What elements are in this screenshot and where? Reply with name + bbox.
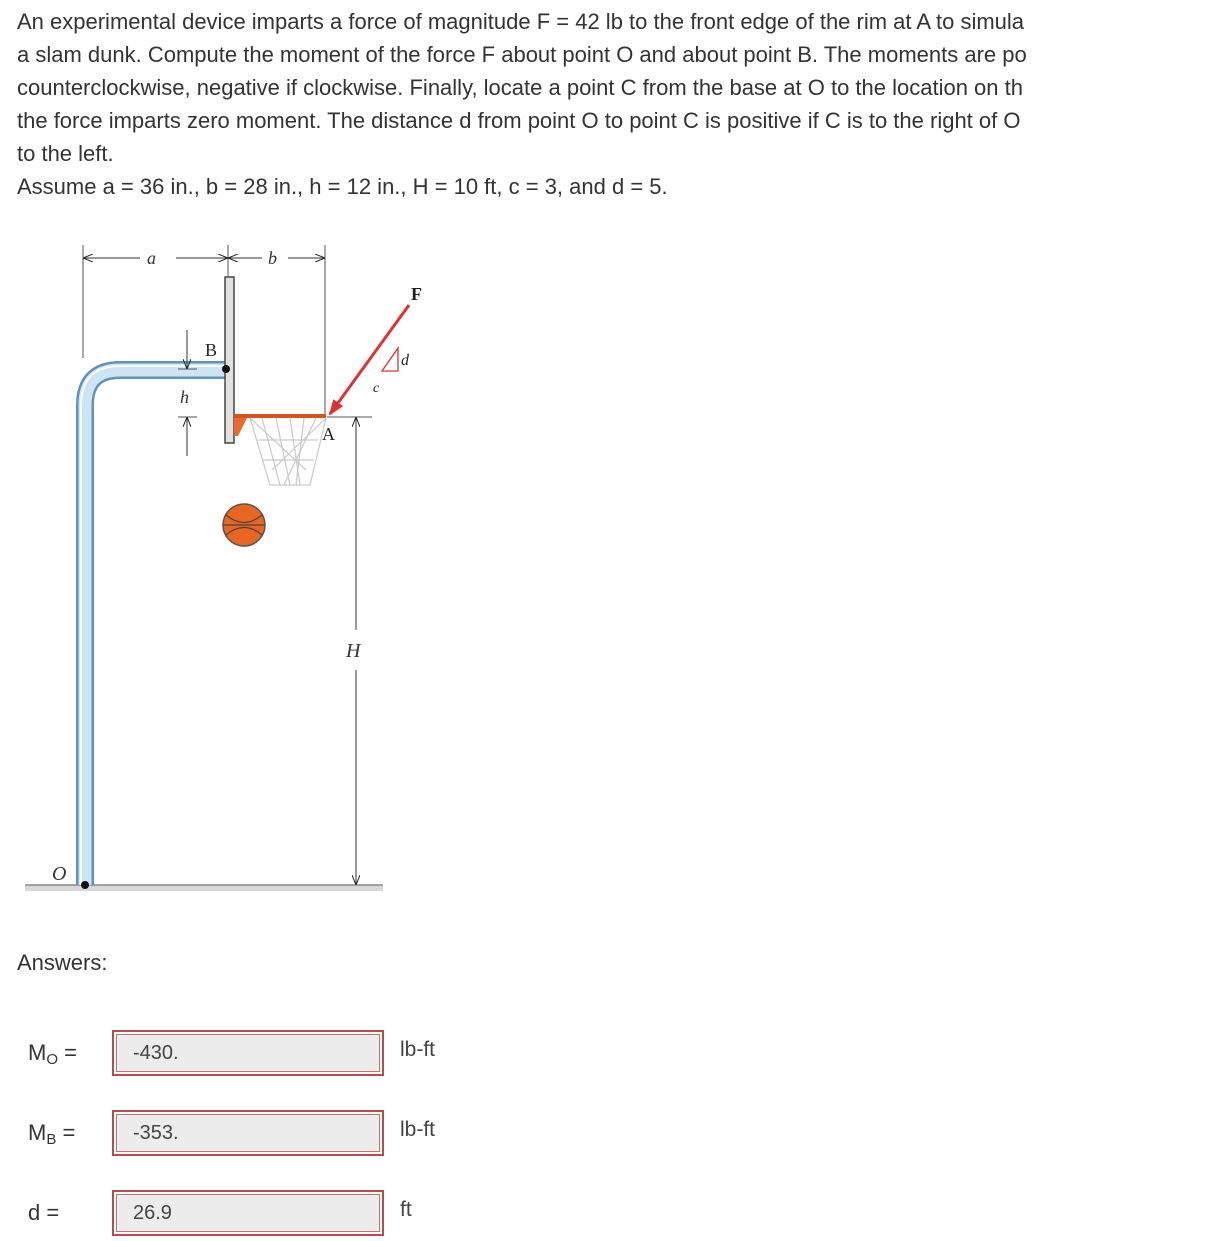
answer-label-mo: $M_O$ = bbox=[28, 1040, 77, 1068]
answer-input-mo[interactable] bbox=[112, 1030, 384, 1076]
problem-line-1: An experimental device imparts a force of magnitude F = 42 lb to the front edge of the rim at A to simula bbox=[17, 9, 1025, 34]
label-d-slope: d bbox=[401, 352, 409, 369]
answer-unit-mb: lb-ft bbox=[400, 1118, 436, 1141]
label-a-point: A bbox=[322, 424, 335, 444]
label-h: h bbox=[180, 387, 189, 407]
answer-input-d[interactable] bbox=[112, 1190, 384, 1236]
point-b-dot bbox=[222, 365, 230, 373]
backboard bbox=[225, 277, 234, 443]
net bbox=[250, 418, 326, 485]
answer-value-mb[interactable]: -353. bbox=[116, 1114, 380, 1152]
figure-svg bbox=[0, 230, 420, 920]
label-hh: H bbox=[346, 640, 361, 662]
answer-label-mb: $M_B$ = bbox=[28, 1120, 76, 1148]
label-a-dim: a bbox=[147, 248, 156, 268]
point-o-dot bbox=[81, 881, 89, 889]
problem-line-5: to the left. bbox=[17, 141, 114, 166]
answer-row-mo bbox=[0, 1030, 600, 1080]
problem-assumptions: Assume a = 36 in., b = 28 in., h = 12 in., H = 10 ft, c = 3, and d = 5. bbox=[17, 174, 668, 199]
answer-unit-mo: lb-ft bbox=[400, 1038, 436, 1061]
label-o: O bbox=[52, 863, 67, 885]
problem-line-4: the force imparts zero moment. The distance d from point O to point C is positive if C is to the right of O bbox=[17, 108, 1021, 133]
answer-value-mo[interactable]: -430. bbox=[116, 1034, 380, 1072]
answer-row-d bbox=[0, 1190, 600, 1240]
answers-heading: Answers: bbox=[17, 950, 108, 975]
answer-input-mb[interactable] bbox=[112, 1110, 384, 1156]
problem-statement bbox=[17, 5, 1217, 203]
pole bbox=[85, 370, 228, 885]
answer-value-d[interactable]: 26.9 bbox=[116, 1194, 380, 1232]
force-arrow bbox=[330, 305, 409, 414]
answer-unit-d: ft bbox=[400, 1198, 412, 1221]
label-f: F bbox=[411, 284, 422, 304]
answer-row-mb bbox=[0, 1110, 600, 1160]
label-c-slope: c bbox=[373, 381, 380, 396]
problem-line-3: counterclockwise, negative if clockwise. Finally, locate a point C from the base at O to the location on th bbox=[17, 75, 1023, 100]
problem-line-2: a slam dunk. Compute the moment of the force F about point O and about point B. The moments are po bbox=[17, 42, 1027, 67]
pole-outline bbox=[85, 370, 228, 885]
label-b-dim: b bbox=[268, 248, 277, 268]
rim-bracket bbox=[234, 416, 248, 436]
slope-triangle bbox=[382, 348, 398, 371]
label-b: B bbox=[205, 340, 218, 360]
answer-label-d: d = bbox=[28, 1200, 60, 1225]
basketball-hoop-figure bbox=[0, 230, 420, 920]
basketball bbox=[223, 504, 265, 546]
pole-highlight bbox=[81, 366, 228, 885]
ground bbox=[25, 885, 383, 891]
